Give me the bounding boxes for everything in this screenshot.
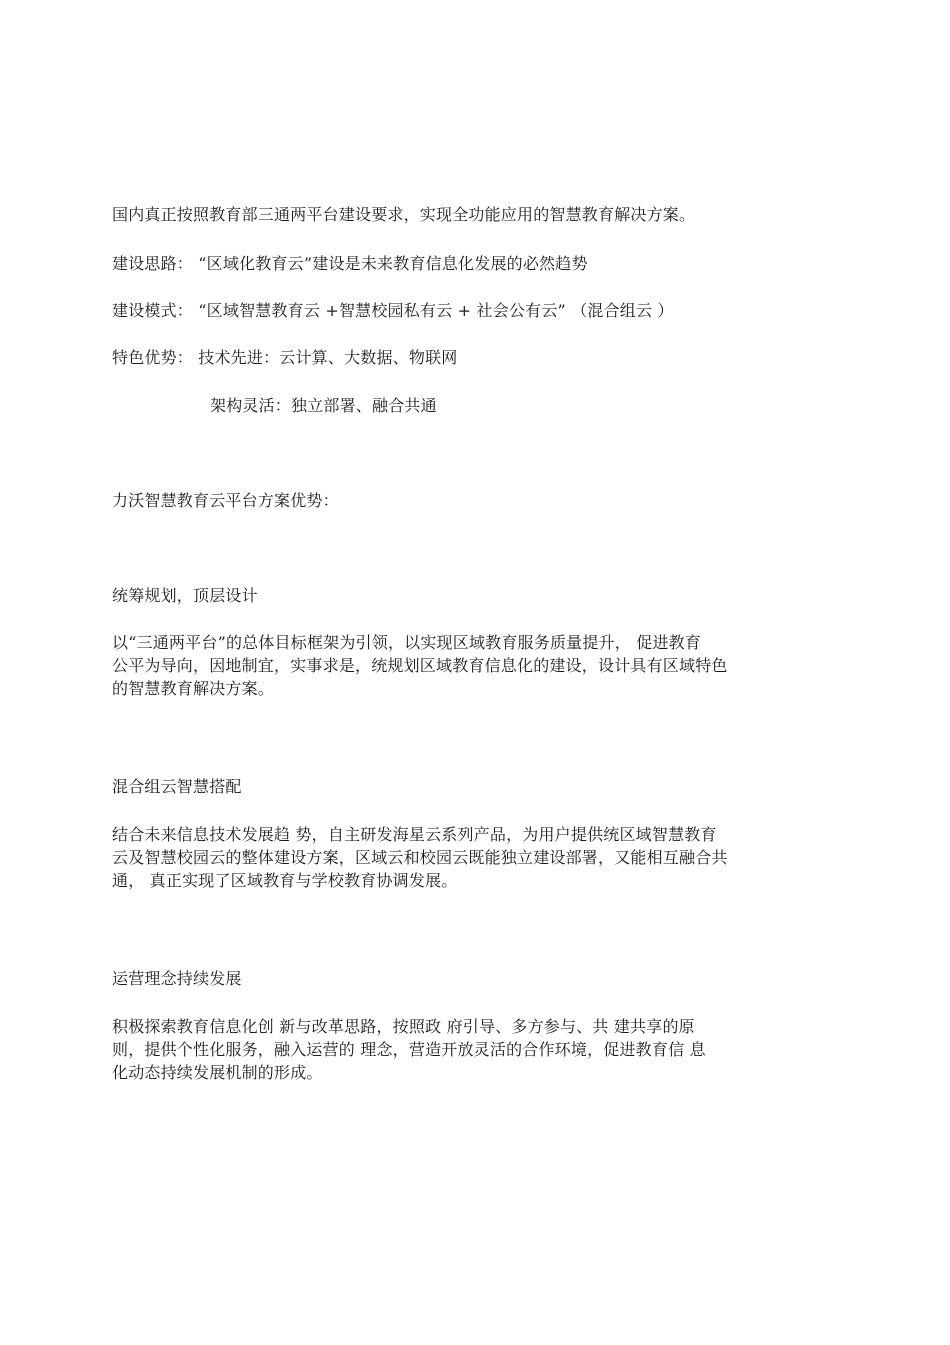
intro-line: 国内真正按照教育部三通两平台建设要求，实现全功能应用的智慧教育解决方案。 [112, 205, 696, 224]
paragraph-line: 云及智慧校园云的整体建设方案，区域云和校园云既能独立建设部署，又能相互融合共 [112, 848, 728, 867]
section-heading: 运营理念持续发展 [112, 969, 242, 988]
paragraph-line: 公平为导向，因地制宜，实事求是，统规划区域教育信息化的建设，设计具有区域特色 [112, 656, 728, 675]
paragraph-line: 通， 真正实现了区域教育与学校教育协调发展。 [112, 871, 458, 890]
paragraph-line: 化动态持续发展机制的形成。 [112, 1063, 323, 1082]
paragraph-line: 结合未来信息技术发展趋 势，自主研发海星云系列产品，为用户提供统区域智慧教育 [112, 825, 717, 844]
paragraph-line: 则，提供个性化服务，融入运营的 理念，营造开放灵活的合作环境，促进教育信 息 [112, 1040, 706, 1059]
section-paragraph [112, 631, 842, 700]
construction-idea: 建设思路： “区域化教育云”建设是未来教育信息化发展的必然趋势 [112, 254, 588, 273]
section-paragraph [112, 1015, 842, 1084]
section-heading: 统筹规划，顶层设计 [112, 586, 258, 605]
construction-mode: 建设模式： “区域智慧教育云 +智慧校园私有云 + 社会公有云” （混合组云 ） [112, 301, 674, 320]
paragraph-line: 积极探索教育信息化创 新与改革思路，按照政 府引导、多方参与、共 建共享的原 [112, 1017, 695, 1036]
section-paragraph [112, 823, 842, 892]
paragraph-line: 的智慧教育解决方案。 [112, 679, 275, 698]
paragraph-line: 以“三通两平台”的总体目标框架为引领，以实现区域教育服务质量提升， 促进教育 [112, 633, 702, 652]
advantages-title: 力沃智慧教育云平台方案优势： [112, 491, 339, 510]
section-heading: 混合组云智慧搭配 [112, 777, 242, 796]
feature-advantage-2: 架构灵活：独立部署、融合共通 [210, 396, 437, 415]
feature-advantage-1: 特色优势： 技术先进：云计算、大数据、物联网 [112, 348, 458, 367]
